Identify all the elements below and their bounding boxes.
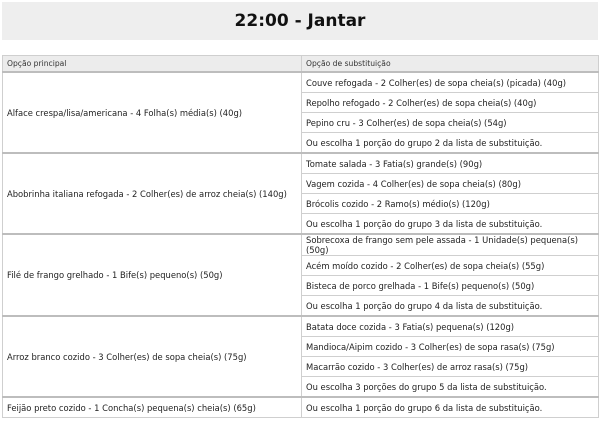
substitution-cell: Macarrão cozido - 3 Colher(es) de arroz rasa(s) (75g) <box>302 357 599 377</box>
table-row <box>3 234 599 256</box>
substitution-cell: Ou escolha 1 porção do grupo 2 da lista de substituição. <box>302 133 599 154</box>
substitution-cell: Brócolis cozido - 2 Ramo(s) médio(s) (120g) <box>302 194 599 214</box>
column-header-substitution: Opção de substituição <box>302 56 599 73</box>
table-row <box>3 397 599 418</box>
substitution-cell: Pepino cru - 3 Colher(es) de sopa cheia(s) (54g) <box>302 113 599 133</box>
substitution-cell: Ou escolha 1 porção do grupo 3 da lista de substituição. <box>302 214 599 235</box>
main-option-cell: Filé de frango grelhado - 1 Bife(s) pequeno(s) (50g) <box>3 234 302 316</box>
substitution-cell: Mandioca/Aipim cozido - 3 Colher(es) de sopa rasa(s) (75g) <box>302 337 599 357</box>
substitution-cell: Tomate salada - 3 Fatia(s) grande(s) (90g) <box>302 153 599 174</box>
table-row <box>3 72 599 93</box>
substitution-cell: Vagem cozida - 4 Colher(es) de sopa cheia(s) (80g) <box>302 174 599 194</box>
substitution-cell: Repolho refogado - 2 Colher(es) de sopa cheia(s) (40g) <box>302 93 599 113</box>
column-header-main: Opção principal <box>3 56 302 73</box>
substitution-cell: Couve refogada - 2 Colher(es) de sopa cheia(s) (picada) (40g) <box>302 72 599 93</box>
substitution-cell: Ou escolha 1 porção do grupo 6 da lista de substituição. <box>302 397 599 418</box>
substitution-cell: Ou escolha 3 porções do grupo 5 da lista de substituição. <box>302 377 599 398</box>
table-row <box>3 316 599 337</box>
substitution-cell: Ou escolha 1 porção do grupo 4 da lista de substituição. <box>302 296 599 317</box>
substitution-cell: Bisteca de porco grelhada - 1 Bife(s) pequeno(s) (50g) <box>302 276 599 296</box>
substitution-cell: Acém moído cozido - 2 Colher(es) de sopa cheia(s) (55g) <box>302 256 599 276</box>
substitution-cell: Batata doce cozida - 3 Fatia(s) pequena(s) (120g) <box>302 316 599 337</box>
main-option-cell: Arroz branco cozido - 3 Colher(es) de sopa cheia(s) (75g) <box>3 316 302 397</box>
main-option-cell: Alface crespa/lisa/americana - 4 Folha(s) média(s) (40g) <box>3 72 302 153</box>
table-header-row <box>3 56 599 73</box>
table-row <box>3 153 599 174</box>
meal-title: 22:00 - Jantar <box>234 11 366 31</box>
substitution-table <box>2 55 599 418</box>
substitution-cell: Sobrecoxa de frango sem pele assada - 1 Unidade(s) pequena(s) (50g) <box>302 234 599 256</box>
main-option-cell: Abobrinha italiana refogada - 2 Colher(es) de arroz cheia(s) (140g) <box>3 153 302 234</box>
main-option-cell: Feijão preto cozido - 1 Concha(s) pequena(s) cheia(s) (65g) <box>3 397 302 418</box>
meal-title-bar <box>2 2 598 40</box>
